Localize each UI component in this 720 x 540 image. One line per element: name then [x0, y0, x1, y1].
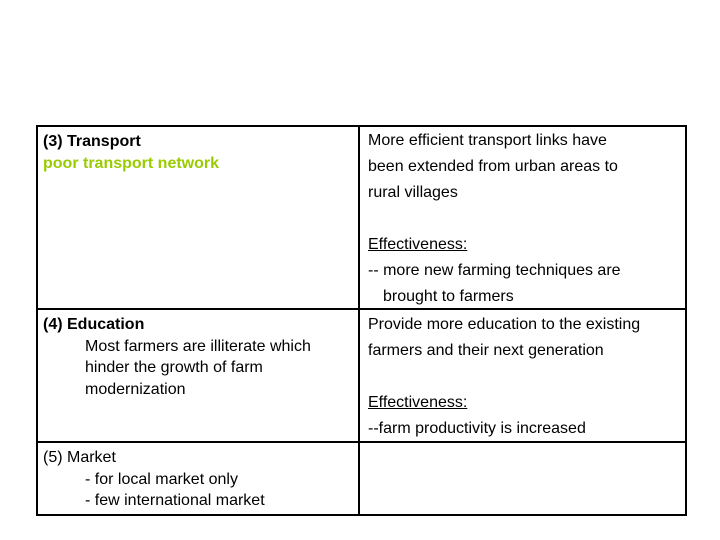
- transport-solution-line: been extended from urban areas to: [368, 158, 618, 175]
- education-effectiveness-line: --farm productivity is increased: [368, 420, 586, 437]
- education-solution-cell: [368, 312, 680, 442]
- transport-problem-cell: [43, 131, 351, 174]
- transport-effectiveness-line: brought to farmers: [383, 288, 514, 305]
- education-solution-line: farmers and their next generation: [368, 342, 604, 359]
- transport-effectiveness-label: Effectiveness:: [368, 236, 468, 253]
- transport-subheading: poor transport network: [43, 154, 220, 172]
- transport-solution-line: rural villages: [368, 184, 458, 201]
- market-problem-cell: [43, 447, 351, 512]
- market-heading: (5) Market: [43, 449, 116, 466]
- education-body-line: Most farmers are illiterate which: [85, 337, 311, 355]
- education-solution-line: Provide more education to the existing: [368, 316, 641, 333]
- education-problem-cell: [43, 314, 351, 400]
- education-body-line: modernization: [85, 380, 186, 398]
- column-divider: [358, 125, 360, 516]
- market-body-line: - for local market only: [85, 470, 238, 488]
- education-heading: (4) Education: [43, 316, 145, 333]
- transport-solution-line: More efficient transport links have: [368, 132, 607, 149]
- market-body-line: - few international market: [85, 492, 265, 509]
- transport-heading: (3) Transport: [43, 133, 141, 150]
- transport-effectiveness-line: -- more new farming techniques are: [368, 262, 621, 279]
- education-body-line: hinder the growth of farm: [85, 359, 263, 376]
- transport-solution-cell: [368, 128, 680, 310]
- education-effectiveness-label: Effectiveness:: [368, 394, 468, 411]
